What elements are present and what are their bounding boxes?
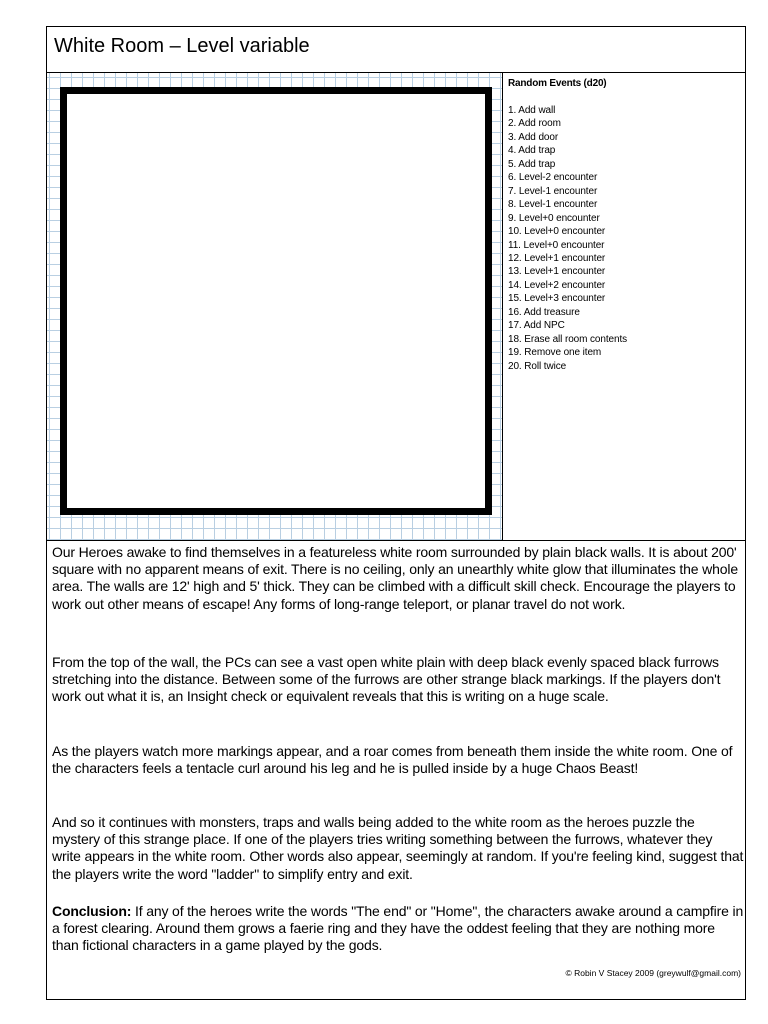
event-item: 6. Level-2 encounter <box>508 172 598 184</box>
event-item: 1. Add wall <box>508 105 556 116</box>
event-item: 10. Level+0 encounter <box>508 226 606 238</box>
event-item: 9. Level+0 encounter <box>508 212 600 224</box>
event-item: 4. Add trap <box>508 145 556 157</box>
description-panel <box>47 540 745 999</box>
event-item: 18. Erase all room contents <box>508 333 628 345</box>
event-item: 20. Roll twice <box>508 360 567 372</box>
event-item: 5. Add trap <box>508 158 556 170</box>
conclusion-text: If any of the heroes write the words "The end" or "Home", the characters awake around a campfire in a forest clearing. Around them grows a faerie ring and they have the oddest feeling that they are nothing more than fictional characters in a game played by the gods. <box>52 903 744 954</box>
event-item: 17. Add NPC <box>508 320 565 332</box>
event-item: 11. Level+0 encounter <box>508 239 605 251</box>
copyright-footer: © Robin V Stacey 2009 (greywulf@gmail.com) <box>565 968 741 978</box>
title-row <box>47 27 745 73</box>
wall-view-paragraph: From the top of the wall, the PCs can see a vast open white plain with deep black evenly spaced black furrows stretching into the distance. Between some of the furrows are other strange black markings. If the players don't work out what it is, an Insight check or equivalent reveals that this is writing on a huge scale. <box>52 654 721 705</box>
module-page <box>46 26 746 1000</box>
room-walls <box>60 87 492 515</box>
event-item: 15. Level+3 encounter <box>508 293 606 305</box>
conclusion-paragraph <box>52 903 744 955</box>
random-events-title: Random Events (d20) <box>508 78 607 89</box>
event-item: 13. Level+1 encounter <box>508 266 606 278</box>
page-title: White Room – Level variable <box>54 35 310 57</box>
event-item: 7. Level-1 encounter <box>508 185 598 197</box>
event-item: 19. Remove one item <box>508 347 602 359</box>
event-item: 12. Level+1 encounter <box>508 252 606 264</box>
random-events-panel <box>503 73 745 540</box>
event-item: 3. Add door <box>508 131 559 143</box>
event-item: 8. Level-1 encounter <box>508 199 598 211</box>
random-events-list <box>508 104 627 373</box>
event-item: 2. Add room <box>508 118 561 130</box>
map-panel <box>47 73 503 540</box>
event-item: 16. Add treasure <box>508 306 580 318</box>
intro-paragraph: Our Heroes awake to find themselves in a featureless white room surrounded by plain black walls. It is about 200' square with no apparent means of exit. There is no ceiling, only an unearthly white glow that illuminates the whole area. The walls are 12' high and 5' thick. They can be climbed with a difficult skill check. Encourage the players to work out other means of escape! Any forms of long-range teleport, or planar travel do not work. <box>52 544 739 612</box>
chaos-beast-paragraph: As the players watch more markings appear, and a roar comes from beneath them inside the white room. One of the characters feels a tentacle curl around his leg and he is pulled inside by a huge Chaos Beast! <box>52 743 733 777</box>
event-item: 14. Level+2 encounter <box>508 279 606 291</box>
continuation-paragraph: And so it continues with monsters, traps and walls being added to the white room as the heroes puzzle the mystery of this strange place. If one of the players tries writing something between the furrows, whatever they write appears in the white room. Other words also appear, seemingly at random. If you're feeling kind, suggest that the players write the word "ladder" to simplify entry and exit. <box>52 814 744 882</box>
conclusion-label: Conclusion: <box>52 903 132 919</box>
